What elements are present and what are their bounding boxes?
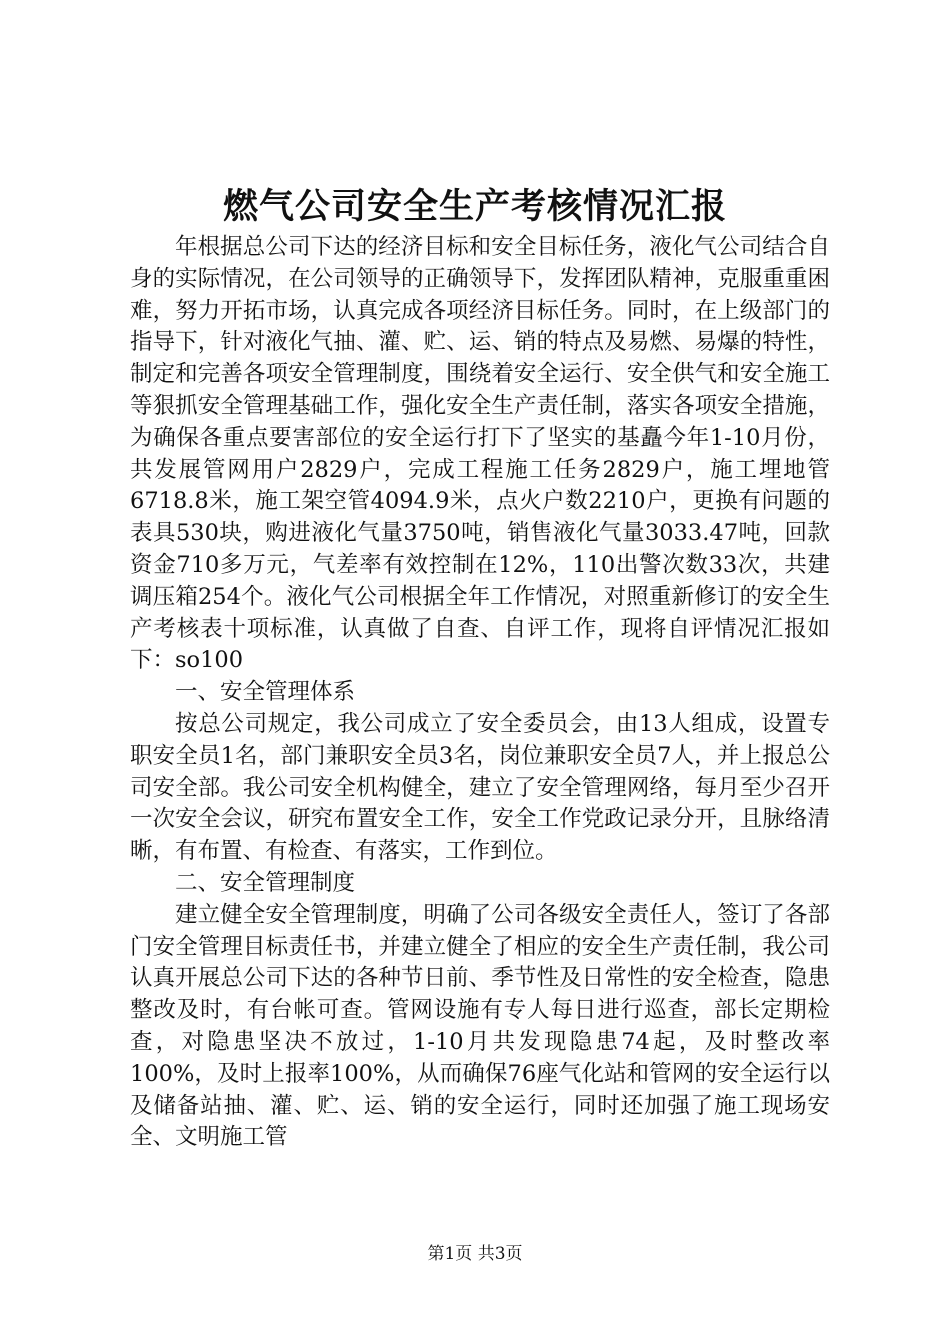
section-paragraph-safety-rules: 建立健全安全管理制度，明确了公司各级安全责任人，签订了各部门安全管理目标责任书，并建立健全了相应的安全生产责任制，我公司认真开展总公司下达的各种节日前、季节性及日常性的安全检查，隐患整改及时，有台帐可查。管网设施有专人每日进行巡查，部长定期检查，对隐患坚决不放过，1-10月共发现隐患74起，及时整改率100%，及时上报率100%，从而确保76座气化站和管网的安全运行以及储备站抽、灌、贮、运、销的安全运行，同时还加强了施工现场安全、文明施工管 [130, 901, 830, 1151]
intro-paragraph: 年根据总公司下达的经济目标和安全目标任务，液化气公司结合自身的实际情况，在公司领导的正确领导下，发挥团队精神，克服重重困难，努力开拓市场，认真完成各项经济目标任务。同时，在上级部门的指导下，针对液化气抽、灌、贮、运、销的特点及易燃、易爆的特性，制定和完善各项安全管理制度，围绕着安全运行、安全供气和安全施工等狠抓安全管理基础工作，强化安全生产责任制，落实各项安全措施，为确保各重点要害部位的安全运行打下了坚实的基矗今年1-10月份，共发展管网用户2829户，完成工程施工任务2829户，施工埋地管6718.8米，施工架空管4094.9米，点火户数2210户，更换有问题的表具530块，购进液化气量3750吨，销售液化气量3033.47吨，回款资金710多万元，气差率有效控制在12%，110出警次数33次，共建调压箱254个。液化气公司根据全年工作情况，对照重新修订的安全生产考核表十项标准，认真做了自查、自评工作，现将自评情况汇报如下：so100 [130, 234, 830, 674]
page-footer: 第1页 共3页 [427, 1244, 523, 1264]
document-title: 燃气公司安全生产考核情况汇报 [222, 186, 727, 227]
section-heading-safety-system: 一、安全管理体系 [175, 679, 356, 706]
section-heading-safety-rules: 二、安全管理制度 [175, 869, 356, 896]
section-paragraph-safety-system: 按总公司规定，我公司成立了安全委员会，由13人组成，设置专职安全员1名，部门兼职安全员3名，岗位兼职安全员7人，并上报总公司安全部。我公司安全机构健全，建立了安全管理网络，每月至少召开一次安全会议，研究布置安全工作，安全工作党政记录分开，且脉络清晰，有布置、有检查、有落实，工作到位。 [130, 710, 830, 865]
document-body [130, 232, 830, 1154]
